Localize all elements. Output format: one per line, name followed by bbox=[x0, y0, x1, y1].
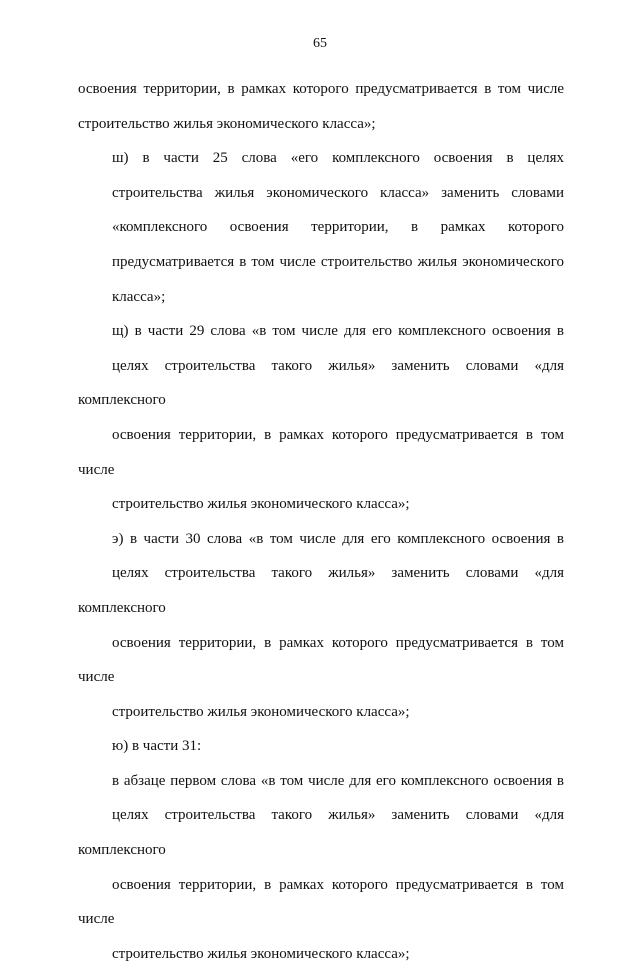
text-line: предусматривается в том числе строительство жилья экономического bbox=[112, 253, 564, 270]
text-line: строительство жилья экономического класса»; bbox=[112, 496, 410, 513]
text-line: целях строительства такого жилья» заменить словами «для комплексного bbox=[78, 807, 564, 859]
text-line: строительство жилья экономического класса»; bbox=[78, 115, 376, 132]
text-line: класса»; bbox=[112, 288, 166, 305]
text-line: «комплексного освоения территории, в рамках которого bbox=[112, 219, 564, 236]
text-line: э) в части 30 слова «в том числе для его комплексного освоения в bbox=[112, 530, 564, 547]
page-number: 65 bbox=[313, 36, 327, 51]
paragraph bbox=[78, 729, 564, 764]
text-line: в абзаце первом слова «в том числе для его комплексного освоения в bbox=[112, 772, 564, 789]
text-line: освоения территории, в рамках которого предусматривается в том числе bbox=[78, 876, 564, 928]
text-line: строительства жилья экономического класса» заменить словами bbox=[112, 184, 564, 201]
text-line: освоения территории, в рамках которого предусматривается в том числе bbox=[78, 634, 564, 686]
document-body bbox=[78, 72, 564, 971]
paragraph bbox=[78, 72, 564, 141]
paragraph bbox=[78, 764, 564, 971]
text-line: щ) в части 29 слова «в том числе для его комплексного освоения в bbox=[112, 323, 564, 340]
text-line: освоения территории, в рамках которого предусматривается в том числе bbox=[78, 81, 564, 97]
paragraph bbox=[78, 141, 564, 314]
text-line: строительство жилья экономического класса»; bbox=[112, 945, 410, 962]
paragraph bbox=[78, 314, 564, 522]
text-line: целях строительства такого жилья» заменить словами «для комплексного bbox=[78, 357, 564, 409]
text-line: освоения территории, в рамках которого предусматривается в том числе bbox=[78, 426, 564, 478]
paragraph bbox=[78, 522, 564, 730]
text-line: ш) в части 25 слова «его комплексного освоения в целях bbox=[112, 150, 564, 167]
text-line: строительство жилья экономического класса»; bbox=[112, 703, 410, 720]
text-line: ю) в части 31: bbox=[112, 738, 202, 755]
text-line: целях строительства такого жилья» заменить словами «для комплексного bbox=[78, 565, 564, 616]
